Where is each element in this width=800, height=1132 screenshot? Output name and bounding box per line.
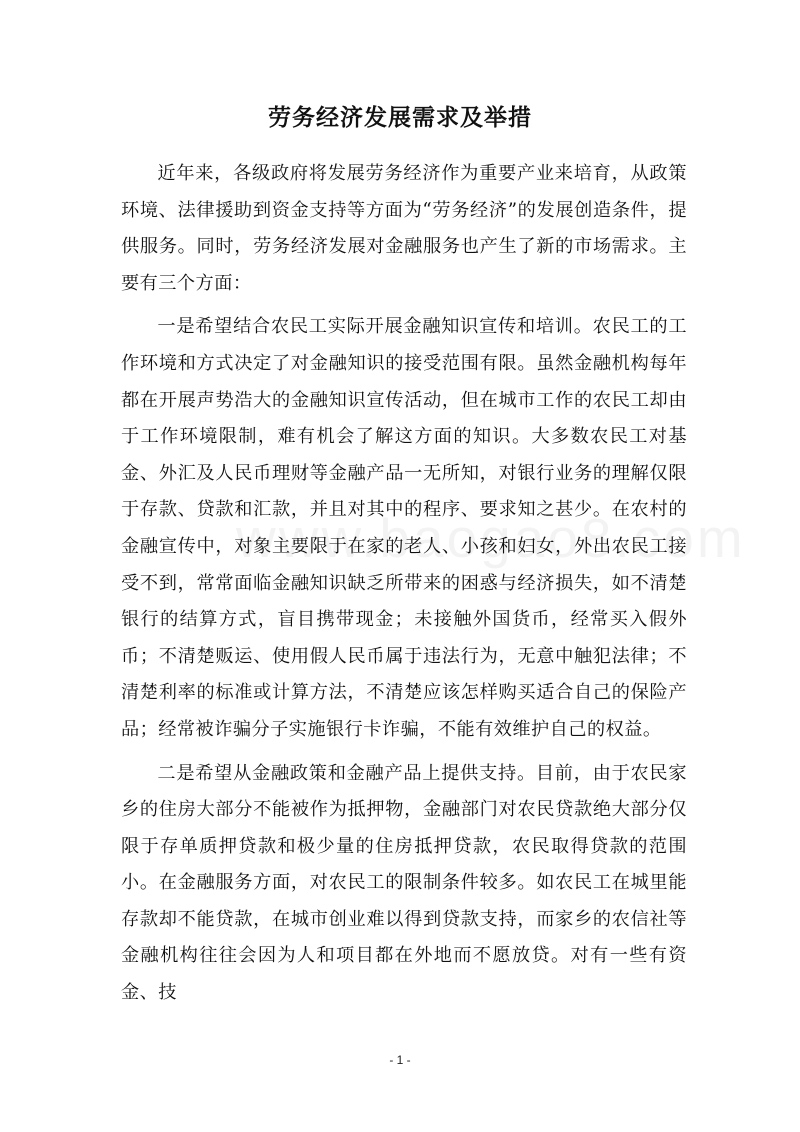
financial-support-paragraph: 二是希望从金融政策和金融产品上提供支持。目前，由于农民家乡的住房大部分不能被作为抵押物，金融部门对农民贷款绝大部分仅限于存单质押贷款和极少量的住房抵押贷款，农民取得贷款的范围小。在金融服务方面，对农民工的限制条件较多。如农民工在城里能存款却不能贷款，在城市创业难以得到贷款支持，而家乡的农信社等金融机构往往会因为人和项目都在外地而不愿放贷。对有一些有资金、技	[121, 762, 687, 1004]
document-title: 劳务经济发展需求及举措	[268, 104, 532, 131]
intro-paragraph: 近年来，各级政府将发展劳务经济作为重要产业来培育，从政策环境、法律援助到资金支持等方面为“劳务经济”的发展创造条件，提供服务。同时，劳务经济发展对金融服务也产生了新的市场需求。主要有三个方面：	[121, 163, 687, 294]
financial-education-paragraph: 一是希望结合农民工实际开展金融知识宣传和培训。农民工的工作环境和方式决定了对金融知识的接受范围有限。虽然金融机构每年都在开展声势浩大的金融知识宣传活动，但在城市工作的农民工却由于工作环境限制，难有机会了解这方面的知识。大多数农民工对基金、外汇及人民币理财等金融产品一无所知，对银行业务的理解仅限于存款、贷款和汇款，并且对其中的程序、要求知之甚少。在农村的金融宣传中，对象主要限于在家的老人、小孩和妇女，外出农民工接受不到，常常面临金融知识缺乏所带来的困惑与经济损失，如不清楚银行的结算方式，盲目携带现金；未接触外国货币，经常买入假外币；不清楚贩运、使用假人民币属于违法行为，无意中触犯法律；不清楚利率的标准或计算方法，不清楚应该怎样购买适合自己的保险产品；经常被诈骗分子实施银行卡诈骗，不能有效维护自己的权益。	[121, 316, 687, 740]
document-body	[121, 156, 687, 1012]
page-number: - 1 -	[389, 1053, 411, 1067]
